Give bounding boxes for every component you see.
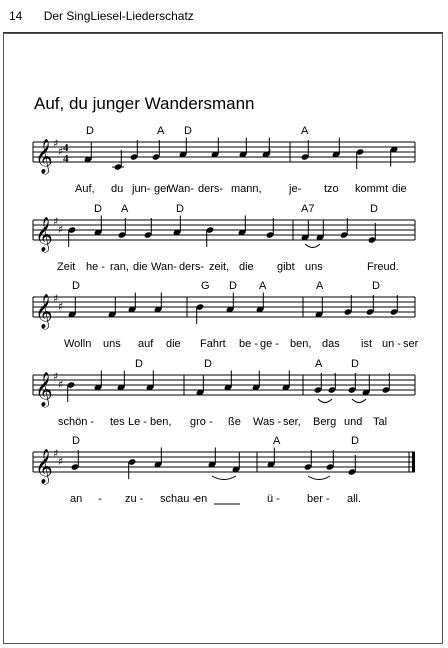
lyric-syllable: ser — [403, 338, 419, 350]
lyric-syllable: uns — [305, 261, 323, 273]
quarter-rest-icon: 𝄽 — [267, 145, 272, 161]
treble-clef-icon: 𝄞 — [35, 372, 53, 407]
lyric-syllable: die — [166, 338, 181, 350]
lyric-syllable: uns — [103, 338, 121, 350]
time-signature-denominator: 4 — [63, 153, 69, 165]
lyric-syllable: be - — [239, 338, 258, 350]
chord-symbol: D — [135, 358, 143, 370]
lyric-syllable: Wan- — [151, 261, 177, 273]
sharp-icon: ♯ — [58, 455, 64, 468]
final-bar-thick — [412, 452, 415, 472]
lyric-syllable: Fahrt — [200, 338, 226, 350]
sharp-icon: ♯ — [53, 292, 59, 305]
sharp-icon: ♯ — [58, 145, 64, 158]
chord-symbol: A — [121, 203, 129, 215]
lyric-syllable: zu - — [125, 493, 144, 505]
chord-symbol: G — [201, 280, 210, 292]
lyric-syllable: jun- — [132, 183, 151, 195]
book-title: Der SingLiesel-Liederschatz — [43, 9, 194, 23]
lyric-syllable: die — [392, 183, 407, 195]
lyric-syllable: tes — [110, 416, 125, 428]
page-number: 14 — [9, 9, 23, 23]
song-title: Auf, du junger Wandersmann — [34, 94, 255, 113]
lyric-syllable: kommt — [355, 183, 388, 195]
slur — [212, 476, 236, 480]
lyric-syllable: ße — [228, 416, 241, 428]
lyric-syllable: all. — [347, 493, 362, 505]
treble-clef-icon: 𝄞 — [35, 217, 53, 252]
lyric-syllable: Wolln — [64, 338, 92, 350]
chord-symbol: A — [316, 280, 324, 292]
lyric-syllable: schön - — [58, 416, 95, 428]
lyric-syllable: - — [98, 493, 102, 505]
chord-symbol: D — [204, 358, 212, 370]
chord-symbol: A7 — [301, 203, 315, 215]
chord-symbol: A — [259, 280, 267, 292]
lyric-syllable: zeit, — [209, 261, 230, 273]
time-signature-numerator: 4 — [63, 142, 69, 154]
chord-symbol: A — [157, 125, 165, 137]
lyric-syllable: ser, — [283, 416, 301, 428]
lyric-syllable: ist — [361, 338, 372, 350]
chord-symbol: D — [370, 203, 378, 215]
lyric-syllable: Le - — [128, 416, 147, 428]
lyric-syllable: Zeit — [57, 261, 76, 273]
lyric-syllable: ü - — [267, 493, 280, 505]
lyric-syllable: ben, — [290, 338, 312, 350]
lyric-syllable: du — [111, 183, 124, 195]
lyric-syllable: Auf, — [75, 183, 95, 195]
lyric-syllable: und — [344, 416, 363, 428]
treble-clef-icon: 𝄞 — [35, 449, 53, 484]
lyric-syllable: auf — [138, 338, 154, 350]
lyric-syllable: ben, — [150, 416, 172, 428]
chord-symbol: D — [72, 280, 80, 292]
slur — [318, 399, 332, 403]
sharp-icon: ♯ — [53, 447, 59, 460]
lyric-syllable: ran, — [110, 261, 129, 273]
lyric-syllable: Was - — [253, 416, 282, 428]
chord-symbol: D — [72, 435, 80, 447]
sharp-icon: ♯ — [58, 378, 64, 391]
lyric-syllable: ber - — [307, 493, 330, 505]
lyric-syllable: an — [70, 493, 83, 505]
lyric-syllable: Freud. — [367, 261, 399, 273]
sharp-icon: ♯ — [53, 215, 59, 228]
lyric-syllable: Wan- — [168, 183, 194, 195]
chord-symbol: D — [94, 203, 102, 215]
lyric-syllable: Tal — [373, 416, 388, 428]
lyric-syllable: he - — [86, 261, 105, 273]
chord-symbol: D — [351, 358, 359, 370]
chord-symbol: A — [301, 125, 309, 137]
lyric-syllable: ders- — [179, 261, 205, 273]
chord-symbol: D — [184, 125, 192, 137]
lyric-syllable: un - — [382, 338, 401, 350]
sharp-icon: ♯ — [58, 223, 64, 236]
sharp-icon: ♯ — [58, 300, 64, 313]
slur — [308, 476, 330, 480]
chord-symbol: D — [176, 203, 184, 215]
chord-symbol: D — [229, 280, 237, 292]
lyric-syllable: en — [195, 493, 208, 505]
lyric-syllable: mann, — [231, 183, 262, 195]
lyric-syllable: tzo — [324, 183, 339, 195]
lyric-syllable: ders- — [198, 183, 224, 195]
lyric-syllable: gibt — [277, 261, 295, 273]
sharp-icon: ♯ — [53, 370, 59, 383]
lyric-syllable: schau - — [160, 493, 197, 505]
chord-symbol: D — [351, 435, 359, 447]
lyric-syllable: gro - — [190, 416, 213, 428]
sharp-icon: ♯ — [53, 137, 59, 150]
lyric-syllable: je- — [289, 183, 302, 195]
lyric-syllable: die — [133, 261, 148, 273]
chord-symbol: D — [86, 125, 94, 137]
slur — [305, 244, 320, 248]
lyric-syllable: ger — [154, 183, 170, 195]
lyric-syllable: die — [239, 261, 254, 273]
lyric-syllable: das — [322, 338, 340, 350]
treble-clef-icon: 𝄞 — [35, 294, 53, 329]
chord-symbol: D — [372, 280, 380, 292]
chord-symbol: A — [273, 435, 281, 447]
chord-symbol: A — [315, 358, 323, 370]
treble-clef-icon: 𝄞 — [35, 139, 53, 174]
lyric-syllable: Berg — [313, 416, 337, 428]
slur — [352, 399, 366, 403]
lyric-syllable: ge - — [260, 338, 279, 350]
